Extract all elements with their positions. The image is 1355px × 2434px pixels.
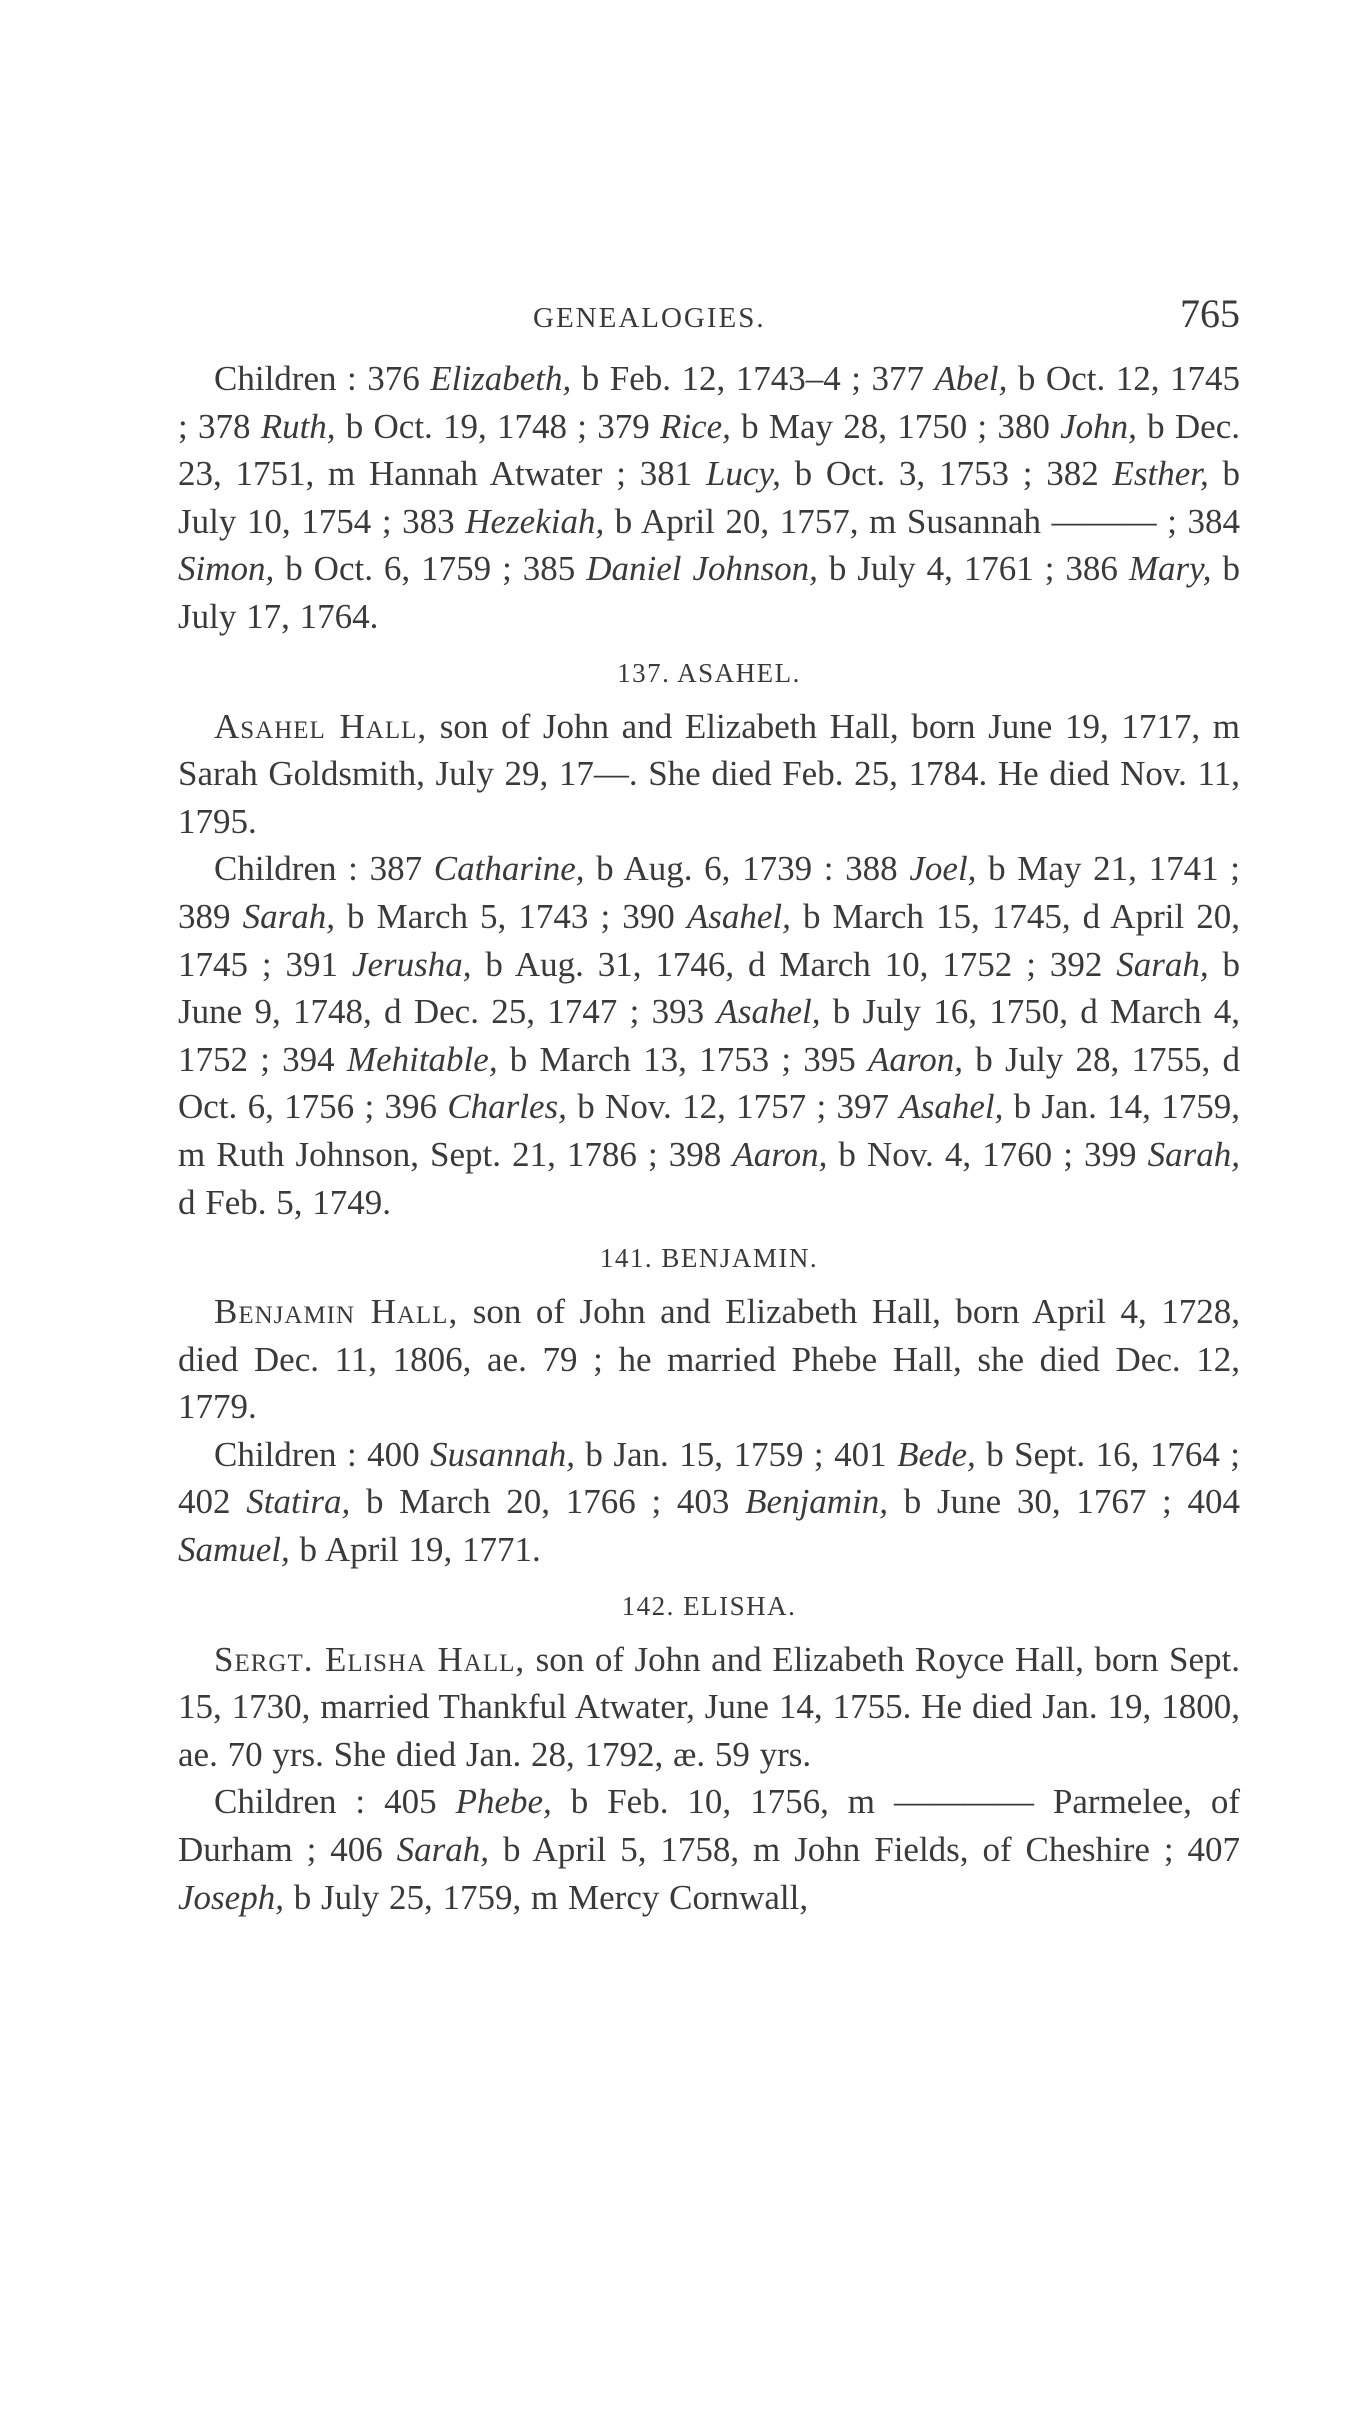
body-text	[178, 355, 1240, 1921]
section-heading-elisha: 142. ELISHA.	[621, 1590, 797, 1621]
bio-paragraph-asahel: Asahel Hall, son of John and Elizabeth Hall, born June 19, 1717, m Sarah Goldsmith, July 29, 17—. She died Feb. 25, 1784. He died Nov. 11, 1795.	[178, 706, 1241, 841]
children-paragraph: Children : 376 Elizabeth, b Feb. 12, 1743–4 ; 377 Abel, b Oct. 12, 1745 ; 378 Ruth, b Oct. 19, 1748 ; 379 Rice, b May 28, 1750 ; 380 John, b Dec. 23, 1751, m Hannah Atwater ; 381 Lucy, b Oct. 3, 1753 ; 382 Esther, b July 10, 1754 ; 383 Hezekiah, b April 20, 1757, m Susannah ——— ; 384 Simon, b Oct. 6, 1759 ; 385 Daniel Johnson, b July 4, 1761 ; 386 Mary, b July 17, 1764.	[178, 359, 1241, 636]
children-paragraph-asahel: Children : 387 Catharine, b Aug. 6, 1739 : 388 Joel, b May 21, 1741 ; 389 Sarah, b March 5, 1743 ; 390 Asahel, b March 15, 1745, d April 20, 1745 ; 391 Jerusha, b Aug. 31, 1746, d March 10, 1752 ; 392 Sarah, b June 9, 1748, d Dec. 25, 1747 ; 393 Asahel, b July 16, 1750, d March 4, 1752 ; 394 Mehitable, b March 13, 1753 ; 395 Aaron, b July 28, 1755, d Oct. 6, 1756 ; 396 Charles, b Nov. 12, 1757 ; 397 Asahel, b Jan. 14, 1759, m Ruth Johnson, Sept. 21, 1786 ; 398 Aaron, b Nov. 4, 1760 ; 399 Sarah, d Feb. 5, 1749.	[178, 849, 1241, 1222]
bio-paragraph-benjamin: Benjamin Hall, son of John and Elizabeth Hall, born April 4, 1728, died Dec. 11, 1806, ae. 79 ; he married Phebe Hall, she died Dec. 12, 1779.	[178, 1292, 1241, 1427]
children-paragraph-benjamin: Children : 400 Susannah, b Jan. 15, 1759 ; 401 Bede, b Sept. 16, 1764 ; 402 Statira, b March 20, 1766 ; 403 Benjamin, b June 30, 1767 ; 404 Samuel, b April 19, 1771.	[178, 1434, 1241, 1570]
section-heading-benjamin: 141. BENJAMIN.	[599, 1243, 819, 1274]
section-heading-asahel: 137. ASAHEL.	[617, 657, 801, 688]
bio-paragraph-elisha: Sergt. Elisha Hall, son of John and Elizabeth Royce Hall, born Sept. 15, 1730, married Thankful Atwater, June 14, 1755. He died Jan. 19, 1800, ae. 70 yrs. She died Jan. 28, 1792, æ. 59 yrs.	[178, 1639, 1240, 1774]
children-paragraph-elisha: Children : 405 Phebe, b Feb. 10, 1756, m ———— Parmelee, of Durham ; 406 Sarah, b April 5, 1758, m John Fields, of Cheshire ; 407 Joseph, b July 25, 1759, m Mercy Cornwall,	[178, 1782, 1240, 1917]
running-head: GENEALOGIES.	[533, 302, 766, 334]
page-header	[178, 292, 1240, 352]
page-number: 765	[1180, 291, 1240, 336]
